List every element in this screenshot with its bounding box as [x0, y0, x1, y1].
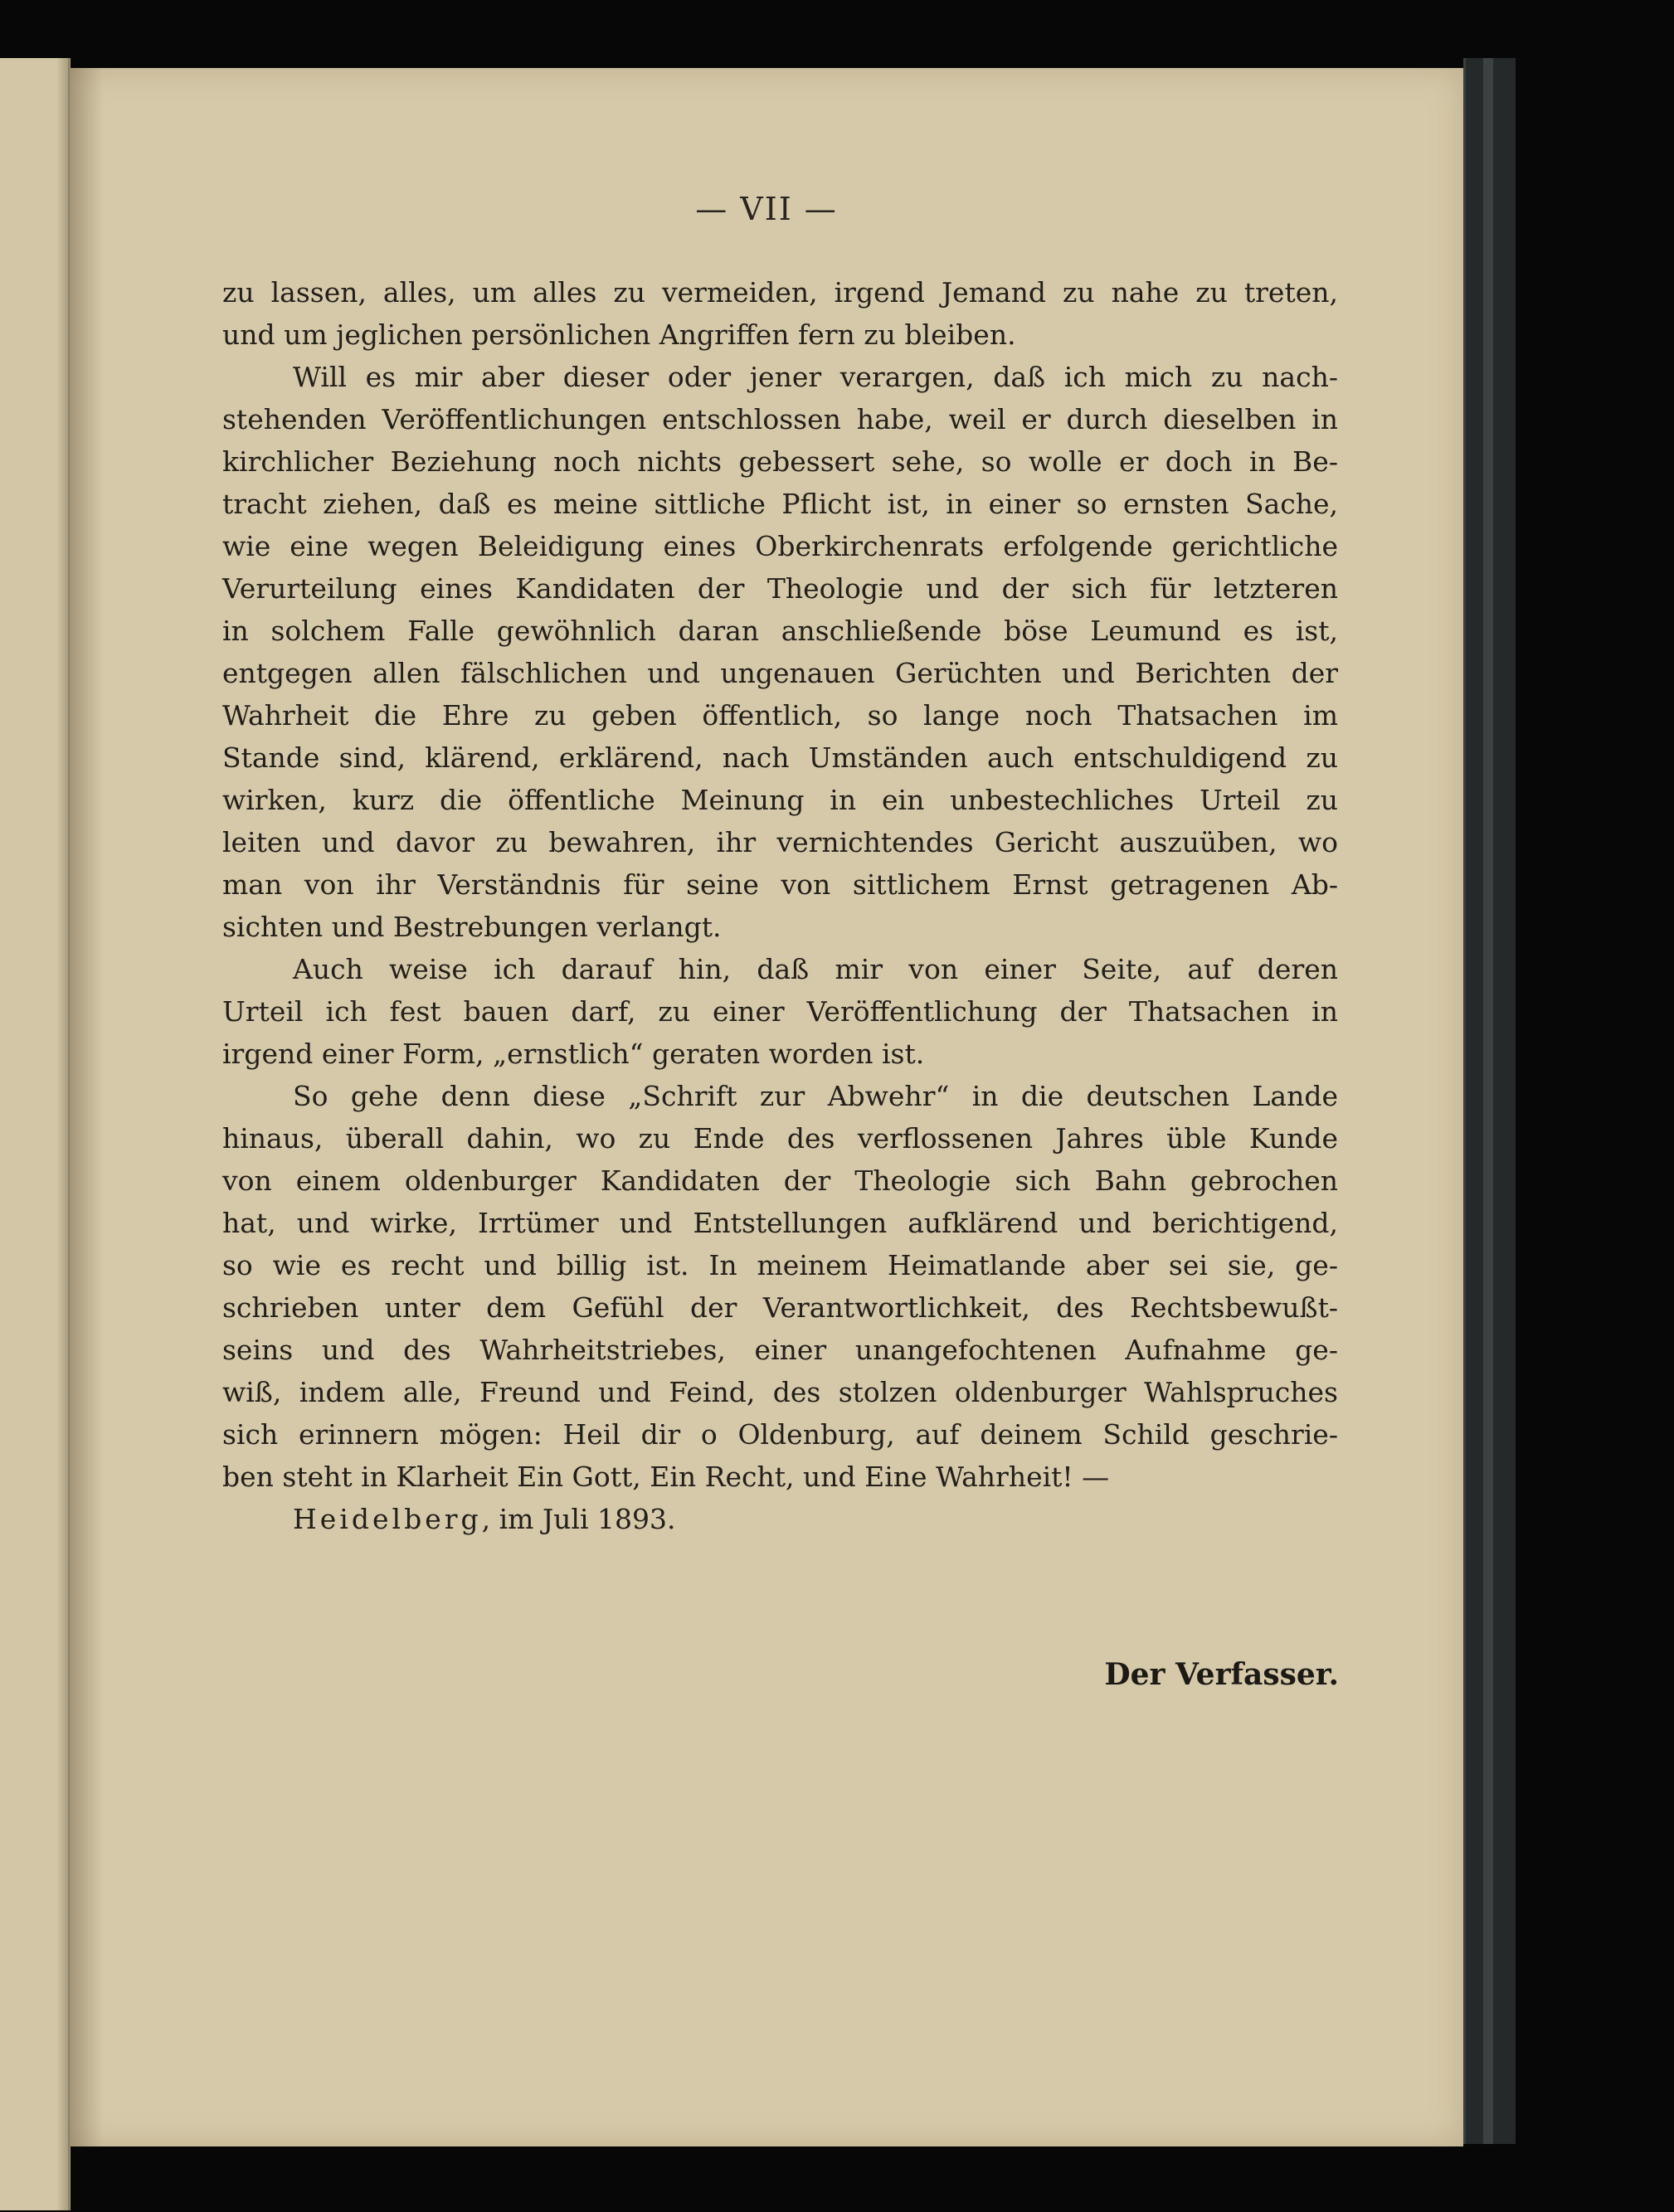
text-line: wie eine wegen Beleidigung eines Oberkirchenrats erfolgende gerichtliche	[222, 530, 1338, 562]
book-cover-inner-edge	[1483, 58, 1493, 2144]
text-line: leiten und davor zu bewahren, ihr vernichtendes Gericht auszuüben, wo	[222, 826, 1338, 858]
page-number: — VII —	[695, 191, 838, 227]
paragraph-3	[222, 948, 1338, 1075]
text-line: Verurteilung eines Kandidaten der Theologie und der sich für letzteren	[222, 572, 1338, 605]
text-line: Wahrheit die Ehre zu geben öffentlich, so lange noch Thatsachen im	[222, 699, 1338, 732]
text-line: seins und des Wahrheitstriebes, einer unangefochtenen Aufnahme ge-	[222, 1334, 1338, 1366]
left-page-shadow	[56, 58, 70, 2210]
text-line: man von ihr Verständnis für seine von sittlichem Ernst getragenen Ab-	[222, 868, 1338, 901]
text-line: schrieben unter dem Gefühl der Verantwortlichkeit, des Rechtsbewußt-	[222, 1291, 1338, 1324]
text-line: irgend einer Form, „ernstlich“ geraten worden ist.	[222, 1038, 925, 1070]
text-line: entgegen allen fälschlichen und ungenauen Gerüchten und Berichten der	[222, 657, 1338, 689]
text-line: so wie es recht und billig ist. In meinem Heimatlande aber sei sie, ge-	[222, 1249, 1338, 1281]
place-date	[222, 1498, 1338, 1540]
text-line: tracht ziehen, daß es meine sittliche Pflicht ist, in einer so ernsten Sache,	[222, 488, 1338, 520]
text-line: ben steht in Klarheit Ein Gott, Ein Recht, und Eine Wahrheit! —	[222, 1461, 1110, 1493]
text-line: Will es mir aber dieser oder jener verargen, daß ich mich zu nach-	[293, 361, 1338, 393]
text-line: Auch weise ich darauf hin, daß mir von einer Seite, auf deren	[293, 953, 1338, 985]
text-line: wiß, indem alle, Freund und Feind, des stolzen oldenburger Wahlspruches	[222, 1376, 1338, 1408]
text-line: stehenden Veröffentlichungen entschlossen habe, weil er durch dieselben in	[222, 403, 1338, 435]
text-line: hat, und wirke, Irrtümer und Entstellungen aufklärend und berichtigend,	[222, 1207, 1338, 1239]
date-text: , im Juli 1893.	[481, 1503, 676, 1535]
book-page	[70, 68, 1463, 2146]
paragraph-1	[222, 271, 1338, 356]
text-line: kirchlicher Beziehung noch nichts gebessert sehe, so wolle er doch in Be-	[222, 445, 1338, 478]
place-name: Heidelberg	[293, 1503, 482, 1535]
paragraph-4	[222, 1075, 1338, 1498]
text-line: Stande sind, klärend, erklärend, nach Umständen auch entschuldigend zu	[222, 741, 1338, 774]
paragraph-2	[222, 356, 1338, 948]
text-line: zu lassen, alles, um alles zu vermeiden, irgend Jemand zu nahe zu treten,	[222, 276, 1338, 309]
text-line: in solchem Falle gewöhnlich daran anschließende böse Leumund es ist,	[222, 615, 1338, 647]
text-line: wirken, kurz die öffentliche Meinung in ein unbestechliches Urteil zu	[222, 784, 1338, 816]
page-gutter-shadow	[70, 68, 103, 2146]
text-line: sichten und Bestrebungen verlangt.	[222, 911, 722, 943]
author-signature: Der Verfasser.	[1104, 1657, 1339, 1692]
text-line: und um jeglichen persönlichen Angriffen fern zu bleiben.	[222, 318, 1016, 351]
text-line: hinaus, überall dahin, wo zu Ende des verflossenen Jahres üble Kunde	[222, 1122, 1338, 1155]
text-line: sich erinnern mögen: Heil dir o Oldenburg, auf deinem Schild geschrie-	[222, 1418, 1338, 1451]
page-body-text	[222, 271, 1338, 1540]
text-line: Urteil ich fest bauen darf, zu einer Veröffentlichung der Thatsachen in	[222, 995, 1338, 1028]
text-line: So gehe denn diese „Schrift zur Abwehr“ in die deutschen Lande	[293, 1080, 1338, 1112]
text-line: von einem oldenburger Kandidaten der Theologie sich Bahn gebrochen	[222, 1164, 1338, 1197]
